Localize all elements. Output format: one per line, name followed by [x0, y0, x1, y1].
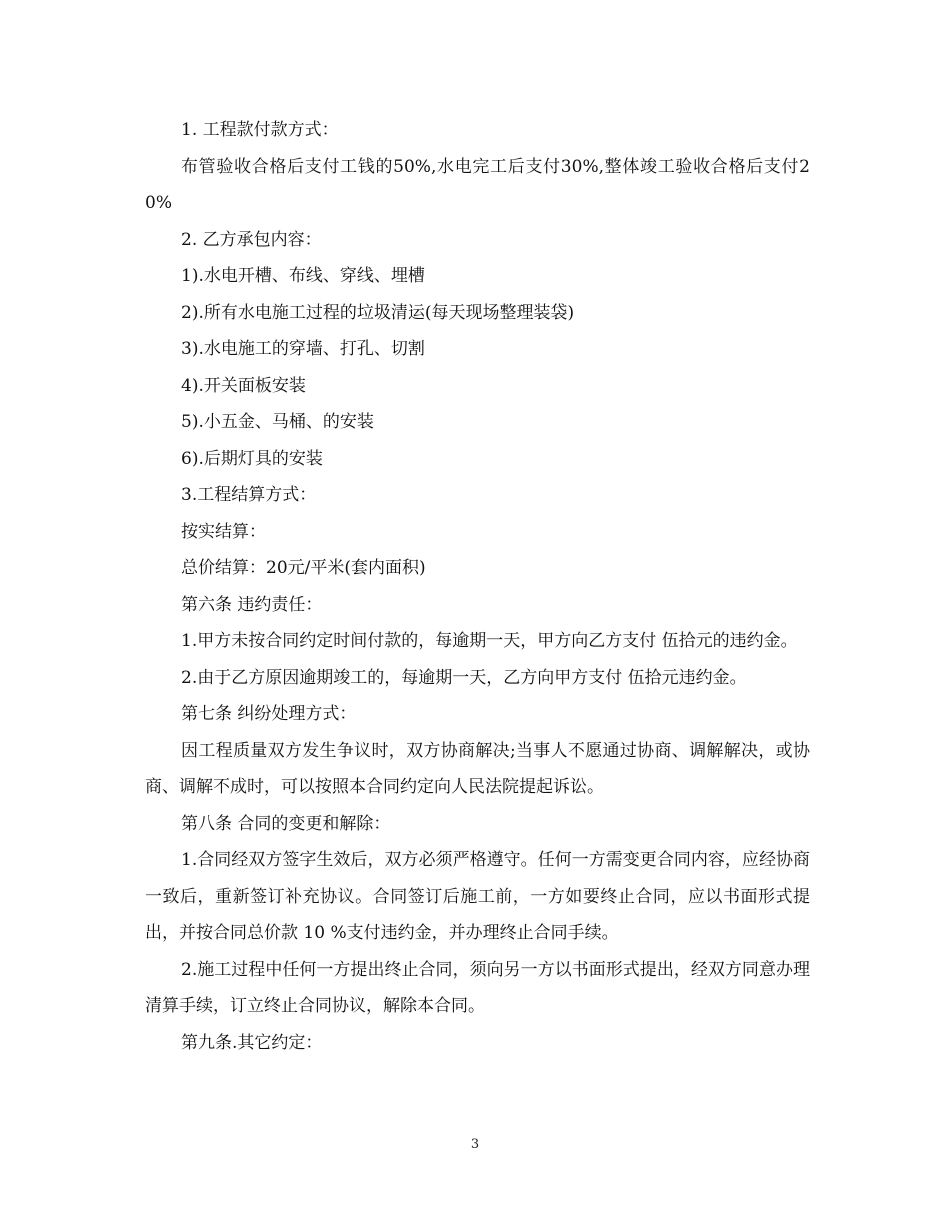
paragraph-payment-method-heading: 1. 工程款付款方式：	[181, 120, 339, 140]
paragraph-article-8-item-2: 2.施工过程中任何一方提出终止合同，须向另一方以书面形式提出，经双方同意办理清算手续，订立终止合同协议，解除本合同。	[145, 959, 810, 1016]
paragraph-article-8-item-1: 1.合同经双方签字生效后，双方必须严格遵守。任何一方需变更合同内容，应经协商一致后，重新签订补充协议。合同签订后施工前，一方如要终止合同，应以书面形式提出，并按合同总价款 10 %支付违约金，并办理终止合同手续。	[145, 850, 810, 943]
paragraph-article-6-item-2: 2.由于乙方原因逾期竣工的，每逾期一天，乙方向甲方支付 伍拾元违约金。	[181, 667, 747, 688]
paragraph-article-6-item-1: 1.甲方未按合同约定时间付款的，每逾期一天，甲方向乙方支付 伍拾元的违约金。	[181, 631, 798, 651]
paragraph-article-6-heading: 第六条 违约责任：	[181, 594, 323, 615]
paragraph-article-7-body: 因工程质量双方发生争议时，双方协商解决;当事人不愿通过协商、调解解决，或协商、调解不成时，可以按照本合同约定向人民法院提起诉讼。	[145, 740, 810, 797]
paragraph-article-9-heading: 第九条.其它约定：	[181, 1032, 323, 1053]
paragraph-article-7-heading: 第七条 纠纷处理方式：	[181, 704, 357, 724]
document-body	[145, 112, 810, 1061]
paragraph-settlement-heading: 3.工程结算方式：	[181, 485, 317, 505]
paragraph-scope-item-1: 1).水电开槽、布线、穿线、埋槽	[181, 266, 425, 286]
paragraph-scope-item-2: 2).所有水电施工过程的垃圾清运(每天现场整理装袋)	[181, 302, 575, 323]
paragraph-total-price-settlement: 总价结算：20元/平米(套内面积)	[181, 558, 426, 578]
paragraph-scope-item-4: 4).开关面板安装	[181, 375, 306, 396]
paragraph-scope-item-5: 5).小五金、马桶、的安装	[181, 412, 374, 432]
paragraph-contract-scope-heading: 2. 乙方承包内容：	[181, 229, 322, 250]
paragraph-scope-item-6: 6).后期灯具的安装	[181, 448, 323, 469]
paragraph-article-8-heading: 第八条 合同的变更和解除：	[181, 813, 391, 834]
paragraph-scope-item-3: 3).水电施工的穿墙、打孔、切割	[181, 339, 425, 359]
page-number: 3	[470, 1137, 480, 1152]
paragraph-payment-terms: 布管验收合格后支付工钱的50%,水电完工后支付30%,整体竣工验收合格后支付20%	[145, 156, 810, 213]
paragraph-actual-settlement: 按实结算：	[181, 521, 266, 542]
